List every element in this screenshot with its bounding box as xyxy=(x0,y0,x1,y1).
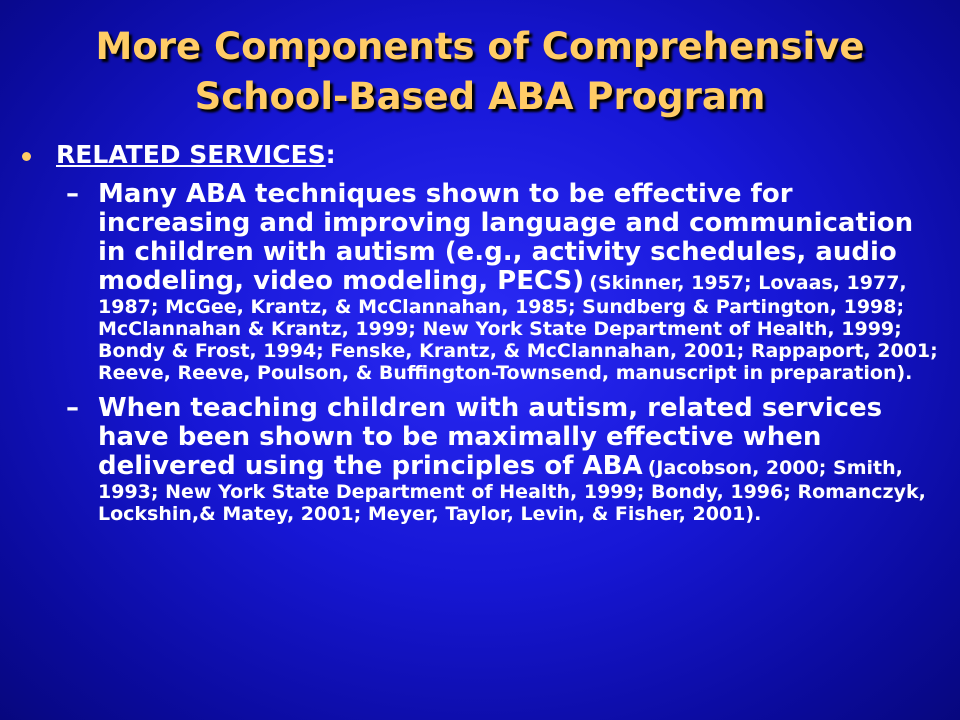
heading-colon: : xyxy=(325,140,336,169)
sub-item-citation: (Jacobson, 2000; Smith, 1993; New York State Department of Health, 1999; Bondy, 1996; Romanczyk, Lockshin,& Matey, 2001; Meyer, Taylor, Levin, & Fisher, 2001). xyxy=(98,457,926,525)
title-line-1: More Components of Comprehensive xyxy=(95,25,865,68)
dash-icon: – xyxy=(66,393,79,423)
sub-item-text: Many ABA techniques shown to be effective for increasing and improving language and communication in children with autism (e.g., activity schedules, audio modeling, video modeling, PECS) xyxy=(98,179,914,296)
sub-item-citation: (Skinner, 1957; Lovaas, 1977, 1987; McGee, Krantz, & McClannahan, 1985; Sundberg & Partington, 1998; McClannahan & Krantz, 1999; New York State Department of Health, 1999; Bondy & Frost, 1994; Fenske, Krantz, & McClannahan, 2001; Rappaport, 2001; Reeve, Reeve, Poulson, & Buffington-Townsend, manuscript in preparation). xyxy=(98,272,938,384)
slide-title xyxy=(0,22,960,122)
bullet-related-services xyxy=(22,140,947,170)
slide-body xyxy=(22,140,947,525)
bullet-dot-icon xyxy=(22,152,31,161)
related-services-heading: RELATED SERVICES xyxy=(56,140,326,169)
sub-item-text: When teaching children with autism, related services have been shown to be maximally effective when delivered using the principles of ABA xyxy=(98,393,883,481)
sub-item-techniques xyxy=(22,180,947,384)
title-line-2: School-Based ABA Program xyxy=(194,75,766,118)
sub-item-related-services xyxy=(22,394,947,525)
dash-icon: – xyxy=(66,179,79,209)
